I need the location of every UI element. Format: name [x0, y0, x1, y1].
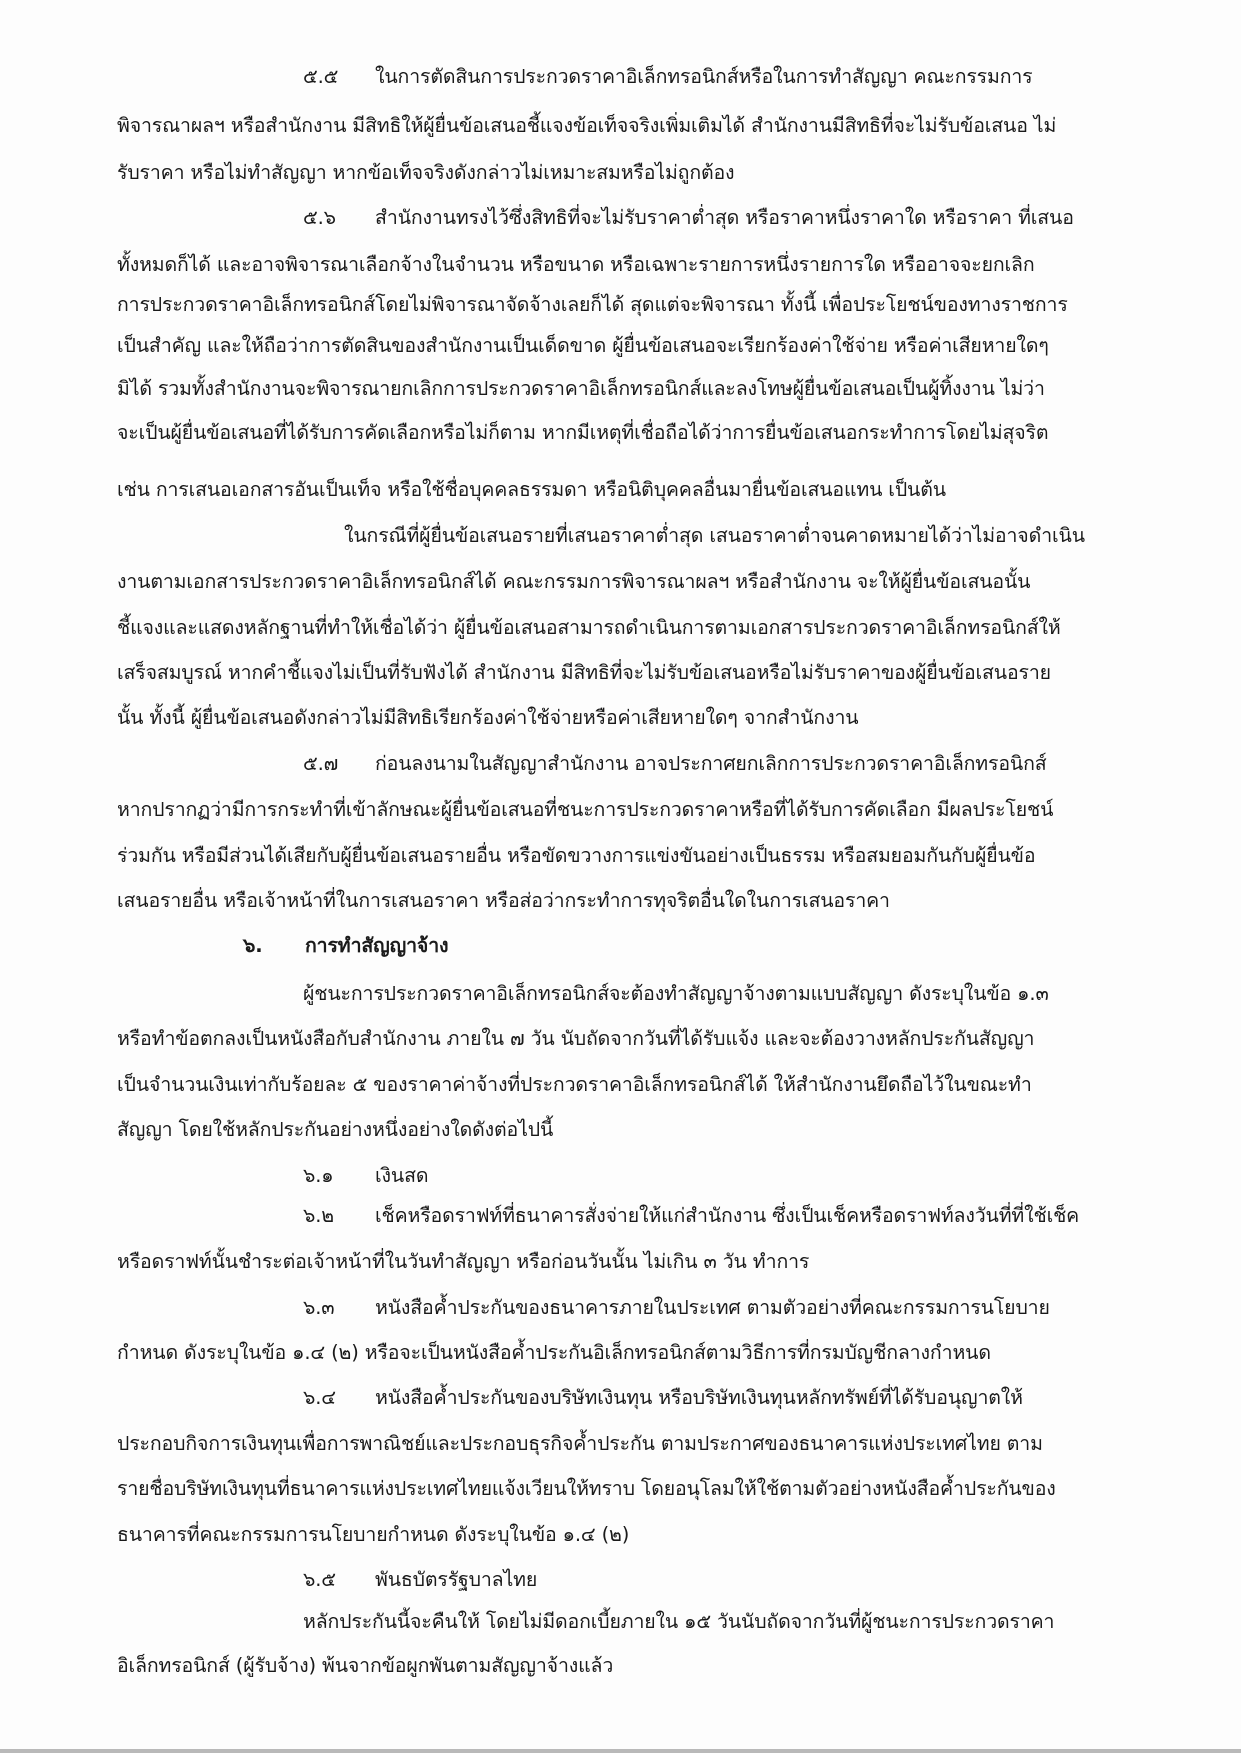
paragraph-line: จะเป็นผู้ยื่นข้อเสนอที่ได้รับการคัดเลือกหรือไม่ก็ตาม หากมีเหตุที่เชื่อถือได้ว่าการยื่นข้อเสนอกระทำการโดยไม่สุจริต	[117, 421, 1049, 444]
paragraph-line: มิได้ รวมทั้งสำนักงานจะพิจารณายกเลิกการประกวดราคาอิเล็กทรอนิกส์และลงโทษผู้ยื่นข้อเสนอเป็นผู้ทิ้งงาน ไม่ว่า	[117, 377, 1045, 400]
paragraph-line: รายชื่อบริษัทเงินทุนที่ธนาคารแห่งประเทศไทยแจ้งเวียนให้ทราบ โดยอนุโลมให้ใช้ตามตัวอย่างหนังสือค้ำประกันของ	[117, 1477, 1056, 1500]
paragraph-line: ทั้งหมดก็ได้ และอาจพิจารณาเลือกจ้างในจำนวน หรือขนาด หรือเฉพาะรายการหนึ่งรายการใด หรืออาจจะยกเลิก	[117, 253, 1035, 276]
clause-number: ๕.๗	[303, 752, 339, 775]
paragraph-line: งานตามเอกสารประกวดราคาอิเล็กทรอนิกส์ได้ คณะกรรมการพิจารณาผลฯ หรือสำนักงาน จะให้ผู้ยื่นข้อเสนอนั้น	[117, 570, 1031, 593]
paragraph-line: ๕.๕ ในการตัดสินการประกวดราคาอิเล็กทรอนิกส์หรือในการทำสัญญา คณะกรรมการ	[303, 63, 1033, 91]
paragraph-line: ๖.๔ หนังสือค้ำประกันของบริษัทเงินทุน หรือบริษัทเงินทุนหลักทรัพย์ที่ได้รับอนุญาตให้	[303, 1384, 1023, 1412]
paragraph-line: ประกอบกิจการเงินทุนเพื่อการพาณิชย์และประกอบธุรกิจค้ำประกัน ตามประกาศของธนาคารแห่งประเทศไทย ตาม	[117, 1432, 1043, 1455]
paragraph-line: ชี้แจงและแสดงหลักฐานที่ทำให้เชื่อได้ว่า ผู้ยื่นข้อเสนอสามารถดำเนินการตามเอกสารประกวดราคาอิเล็กทรอนิกส์ให้	[117, 616, 1061, 639]
paragraph-line: ๕.๗ ก่อนลงนามในสัญญาสำนักงาน อาจประกาศยกเลิกการประกวดราคาอิเล็กทรอนิกส์	[303, 750, 1046, 778]
paragraph-line: เป็นสำคัญ และให้ถือว่าการตัดสินของสำนักงานเป็นเด็ดขาด ผู้ยื่นข้อเสนอจะเรียกร้องค่าใช้จ่าย หรือค่าเสียหายใดๆ	[117, 334, 1049, 357]
paragraph-line: สัญญา โดยใช้หลักประกันอย่างหนึ่งอย่างใดดังต่อไปนี้	[117, 1118, 554, 1141]
paragraph-line: หากปรากฏว่ามีการกระทำที่เข้าลักษณะผู้ยื่นข้อเสนอที่ชนะการประกวดราคาหรือที่ได้รับการคัดเลือก มีผลประโยชน์	[117, 798, 1054, 821]
paragraph-line: เสนอรายอื่น หรือเจ้าหน้าที่ในการเสนอราคา หรือส่อว่ากระทำการทุจริตอื่นใดในการเสนอราคา	[117, 889, 890, 912]
clause-number: ๖.	[243, 934, 263, 957]
paragraph-line: ๕.๖ สำนักงานทรงไว้ซึ่งสิทธิที่จะไม่รับราคาต่ำสุด หรือราคาหนึ่งราคาใด หรือราคา ที่เสนอ	[303, 204, 1074, 232]
clause-number: ๖.๑	[303, 1164, 334, 1187]
clause-number: ๖.๒	[303, 1204, 334, 1227]
paragraph-line: ๖.๓ หนังสือค้ำประกันของธนาคารภายในประเทศ ตามตัวอย่างที่คณะกรรมการนโยบาย	[303, 1294, 1050, 1322]
paragraph-line: ๖.๒ เช็คหรือดราฟท์ที่ธนาคารสั่งจ่ายให้แก่สำนักงาน ซึ่งเป็นเช็คหรือดราฟท์ลงวันที่ที่ใช้เช็ค	[303, 1202, 1079, 1230]
paragraph-line: รับราคา หรือไม่ทำสัญญา หากข้อเท็จจริงดังกล่าวไม่เหมาะสมหรือไม่ถูกต้อง	[117, 161, 735, 184]
paragraph-line: นั้น ทั้งนี้ ผู้ยื่นข้อเสนอดังกล่าวไม่มีสิทธิเรียกร้องค่าใช้จ่ายหรือค่าเสียหายใดๆ จากสำนักงาน	[117, 706, 859, 729]
clause-number: ๕.๕	[303, 65, 339, 88]
paragraph-line: หรือทำข้อตกลงเป็นหนังสือกับสำนักงาน ภายใน ๗ วัน นับถัดจากวันที่ได้รับแจ้ง และจะต้องวางหลักประกันสัญญา	[117, 1027, 1035, 1050]
clause-number: ๖.๔	[303, 1386, 336, 1409]
paragraph-line: ๖.๕ พันธบัตรรัฐบาลไทย	[303, 1566, 537, 1594]
paragraph-line: ผู้ชนะการประกวดราคาอิเล็กทรอนิกส์จะต้องทำสัญญาจ้างตามแบบสัญญา ดังระบุในข้อ ๑.๓	[303, 982, 1049, 1005]
paragraph-line: เสร็จสมบูรณ์ หากคำชี้แจงไม่เป็นที่รับฟังได้ สำนักงาน มีสิทธิที่จะไม่รับข้อเสนอหรือไม่รับราคาของผู้ยื่นข้อเสนอราย	[117, 661, 1051, 684]
paragraph-line: ๖.๑ เงินสด	[303, 1162, 428, 1190]
paragraph-line: เป็นจำนวนเงินเท่ากับร้อยละ ๕ ของราคาค่าจ้างที่ประกวดราคาอิเล็กทรอนิกส์ได้ ให้สำนักงานยึดถือไว้ในขณะทำ	[117, 1073, 1032, 1096]
paragraph-line: ธนาคารที่คณะกรรมการนโยบายกำหนด ดังระบุในข้อ ๑.๔ (๒)	[117, 1523, 630, 1546]
paragraph-line: ร่วมกัน หรือมีส่วนได้เสียกับผู้ยื่นข้อเสนอรายอื่น หรือขัดขวางการแข่งขันอย่างเป็นธรรม หรือสมยอมกันกับผู้ยื่นข้อ	[117, 844, 1036, 867]
paragraph-line: การประกวดราคาอิเล็กทรอนิกส์โดยไม่พิจารณาจัดจ้างเลยก็ได้ สุดแต่จะพิจารณา ทั้งนี้ เพื่อประโยชน์ของทางราชการ	[117, 293, 1068, 316]
clause-number: ๖.๕	[303, 1568, 336, 1591]
paragraph-line: อิเล็กทรอนิกส์ (ผู้รับจ้าง) พ้นจากข้อผูกพันตามสัญญาจ้างแล้ว	[117, 1654, 614, 1677]
paragraph-line: ในกรณีที่ผู้ยื่นข้อเสนอรายที่เสนอราคาต่ำสุด เสนอราคาต่ำจนคาดหมายได้ว่าไม่อาจดำเนิน	[344, 524, 1085, 547]
paragraph-line: กำหนด ดังระบุในข้อ ๑.๔ (๒) หรือจะเป็นหนังสือค้ำประกันอิเล็กทรอนิกส์ตามวิธีการที่กรมบัญชีกลางกำหนด	[117, 1341, 991, 1364]
clause-number: ๕.๖	[303, 206, 336, 229]
paragraph-line: พิจารณาผลฯ หรือสำนักงาน มีสิทธิให้ผู้ยื่นข้อเสนอชี้แจงข้อเท็จจริงเพิ่มเติมได้ สำนักงานมีสิทธิที่จะไม่รับข้อเสนอ ไม่	[117, 114, 1057, 137]
paragraph-line: หรือดราฟท์นั้นชำระต่อเจ้าหน้าที่ในวันทำสัญญา หรือก่อนวันนั้น ไม่เกิน ๓ วัน ทำการ	[117, 1250, 810, 1273]
scan-bottom-edge	[0, 1749, 1241, 1753]
paragraph-line: หลักประกันนี้จะคืนให้ โดยไม่มีดอกเบี้ยภายใน ๑๕ วันนับถัดจากวันที่ผู้ชนะการประกวดราคา	[303, 1610, 1055, 1633]
paragraph-line: เช่น การเสนอเอกสารอันเป็นเท็จ หรือใช้ชื่อบุคคลธรรมดา หรือนิติบุคคลอื่นมายื่นข้อเสนอแทน เป็นต้น	[117, 478, 946, 501]
section-heading: ๖. การทำสัญญาจ้าง	[243, 932, 448, 960]
clause-number: ๖.๓	[303, 1296, 335, 1319]
